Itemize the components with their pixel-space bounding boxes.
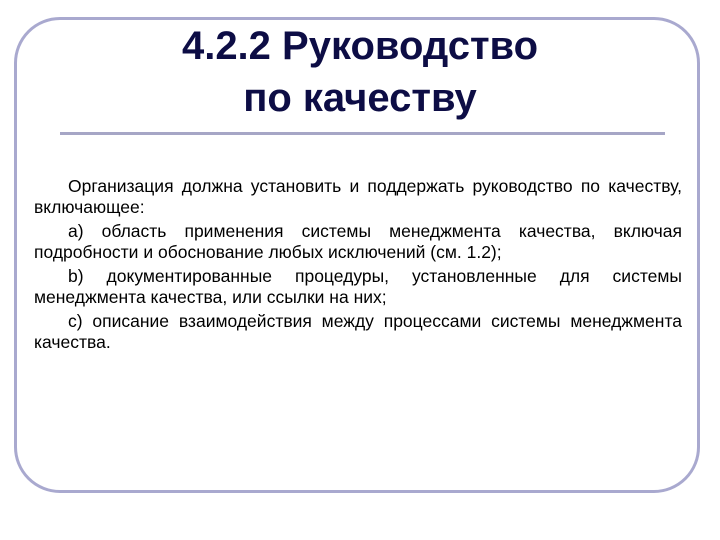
paragraph-item-b: b) документированные процедуры, установленные для системы менеджмента качества, или ссылки на них; xyxy=(34,266,682,307)
title-divider xyxy=(60,132,665,135)
paragraph-intro: Организация должна установить и поддержать руководство по качеству, включающее: xyxy=(34,176,682,217)
slide-title xyxy=(60,20,660,124)
slide-body xyxy=(34,176,682,356)
slide-title-line-1: 4.2.2 Руководство xyxy=(181,24,539,68)
paragraph-item-c: с) описание взаимодействия между процессами системы менеджмента качества. xyxy=(34,311,682,352)
paragraph-item-a: а) область применения системы менеджмента качества, включая подробности и обоснование любых исключений (см. 1.2); xyxy=(34,221,682,262)
slide-title-line-2: по качеству xyxy=(243,76,477,120)
